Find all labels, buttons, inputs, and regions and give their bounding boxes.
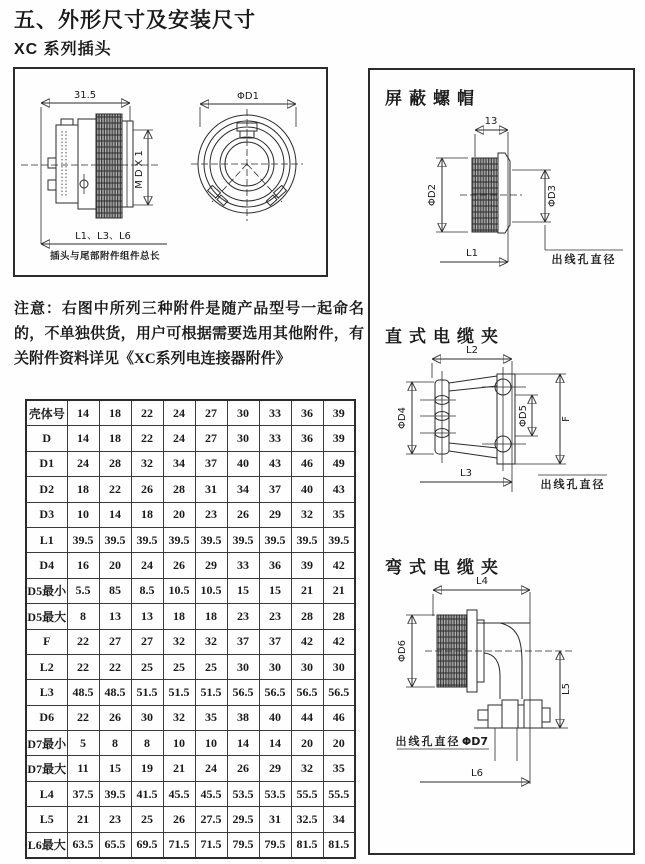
value-cell: 39.5 [291, 527, 323, 552]
straight-clamp-title: 直式电缆夹 [385, 327, 505, 346]
row-label-cell: D7最大 [26, 756, 67, 781]
value-cell: 85 [99, 578, 131, 603]
value-cell: 10 [163, 731, 195, 756]
table-row [26, 629, 355, 654]
straight-clamp-drawing [370, 347, 633, 547]
value-cell: 22 [67, 629, 99, 654]
value-cell: 42 [291, 629, 323, 654]
row-label-cell: L1 [26, 527, 67, 552]
value-cell: 40 [291, 477, 323, 502]
value-cell: 26 [227, 502, 259, 527]
plug-drawing-panel [13, 67, 328, 277]
value-cell: 27 [99, 629, 131, 654]
value-cell: 8.5 [131, 578, 163, 603]
value-cell: 29.5 [227, 807, 259, 832]
value-cell: 21 [291, 578, 323, 603]
value-cell: 56.5 [227, 680, 259, 705]
value-cell: 22 [67, 654, 99, 679]
shield-nut-drawing [370, 110, 633, 306]
dim-l3-label: L3 [460, 468, 472, 479]
value-cell: 32 [163, 629, 195, 654]
value-cell: 14 [67, 400, 99, 426]
value-cell: 20 [163, 502, 195, 527]
value-cell: 53.5 [227, 781, 259, 806]
value-cell: 81.5 [323, 832, 355, 858]
value-cell: 18 [131, 502, 163, 527]
dim-d7-label: ΦD7 [461, 735, 489, 748]
value-cell: 8 [131, 731, 163, 756]
table-row [26, 527, 355, 552]
table-row [26, 578, 355, 603]
value-cell: 28 [323, 604, 355, 629]
value-cell: 39 [291, 553, 323, 578]
value-cell: 27 [195, 426, 227, 451]
value-cell: 33 [259, 426, 291, 451]
value-cell: 14 [99, 502, 131, 527]
dim-l5-label: L5 [561, 683, 572, 695]
value-cell: 26 [163, 807, 195, 832]
value-cell: 25 [195, 654, 227, 679]
value-cell: 39.5 [195, 527, 227, 552]
value-cell: 14 [259, 731, 291, 756]
value-cell: 40 [227, 451, 259, 476]
straight-clamp-outlet-label: 出线孔直径 [540, 478, 606, 491]
dim-l6-label: L6 [471, 768, 483, 779]
note-text: 注意：右图中所列三种附件是随产品型号一起命名的，不单独供货，用户可根据需要选用其他附件，有关附件资料详见《XC系列电连接器附件》 [14, 301, 364, 367]
value-cell: 21 [163, 756, 195, 781]
table-row [26, 654, 355, 679]
value-cell: 55.5 [323, 781, 355, 806]
value-cell: 39.5 [67, 527, 99, 552]
dim-l4-label: L4 [476, 576, 488, 587]
thread-label: MDX1 [134, 147, 145, 189]
value-cell: 27 [195, 400, 227, 426]
value-cell: 22 [67, 705, 99, 730]
value-cell: 39.5 [323, 527, 355, 552]
row-label-cell: L6最大 [26, 832, 67, 858]
value-cell: 28 [99, 451, 131, 476]
value-cell: 31 [259, 807, 291, 832]
value-cell: 32 [291, 756, 323, 781]
dim-d1-label: ΦD1 [237, 91, 259, 102]
row-label-cell: D [26, 426, 67, 451]
value-cell: 39 [323, 426, 355, 451]
table-row [26, 426, 355, 451]
value-cell: 48.5 [67, 680, 99, 705]
value-cell: 10 [67, 502, 99, 527]
value-cell: 51.5 [131, 680, 163, 705]
value-cell: 22 [131, 426, 163, 451]
value-cell: 81.5 [291, 832, 323, 858]
value-cell: 30 [227, 654, 259, 679]
table-row [26, 477, 355, 502]
value-cell: 18 [195, 604, 227, 629]
value-cell: 30 [131, 705, 163, 730]
value-cell: 37 [195, 451, 227, 476]
value-cell: 24 [131, 553, 163, 578]
value-cell: 39.5 [163, 527, 195, 552]
value-cell: 30 [291, 654, 323, 679]
table-row [26, 502, 355, 527]
value-cell: 63.5 [67, 832, 99, 858]
value-cell: 32 [163, 705, 195, 730]
row-label-cell: L4 [26, 781, 67, 806]
value-cell: 15 [259, 578, 291, 603]
value-cell: 18 [163, 604, 195, 629]
row-label-cell: D2 [26, 477, 67, 502]
bent-clamp-outlet-label: 出线孔直径 [395, 735, 461, 748]
value-cell: 35 [323, 756, 355, 781]
table-row [26, 451, 355, 476]
table-row [26, 553, 355, 578]
row-label-cell: D1 [26, 451, 67, 476]
value-cell: 10.5 [195, 578, 227, 603]
value-cell: 26 [131, 477, 163, 502]
value-cell: 39.5 [99, 527, 131, 552]
value-cell: 11 [67, 756, 99, 781]
table-row [26, 807, 355, 832]
bent-clamp-title: 弯式电缆夹 [385, 558, 505, 577]
row-label-cell: D5最大 [26, 604, 67, 629]
value-cell: 23 [259, 604, 291, 629]
value-cell: 35 [195, 705, 227, 730]
value-cell: 46 [291, 451, 323, 476]
value-cell: 32 [291, 502, 323, 527]
value-cell: 42 [323, 553, 355, 578]
value-cell: 69.5 [131, 832, 163, 858]
value-cell: 5.5 [67, 578, 99, 603]
value-cell: 53.5 [259, 781, 291, 806]
value-cell: 27.5 [195, 807, 227, 832]
table-row [26, 705, 355, 730]
dim-d4-label: ΦD4 [397, 407, 408, 429]
value-cell: 45.5 [163, 781, 195, 806]
value-cell: 20 [323, 731, 355, 756]
value-cell: 24 [67, 451, 99, 476]
value-cell: 18 [99, 400, 131, 426]
value-cell: 10 [195, 731, 227, 756]
dim-d5-label: ΦD5 [518, 405, 529, 427]
value-cell: 18 [67, 477, 99, 502]
row-label-cell: D6 [26, 705, 67, 730]
value-cell: 49 [323, 451, 355, 476]
value-cell: 48.5 [99, 680, 131, 705]
value-cell: 56.5 [323, 680, 355, 705]
value-cell: 22 [131, 400, 163, 426]
value-cell: 33 [259, 400, 291, 426]
value-cell: 27 [131, 629, 163, 654]
value-cell: 28 [291, 604, 323, 629]
value-cell: 55.5 [291, 781, 323, 806]
value-cell: 21 [323, 578, 355, 603]
value-cell: 5 [67, 731, 99, 756]
value-cell: 71.5 [195, 832, 227, 858]
row-label-cell: L2 [26, 654, 67, 679]
value-cell: 28 [163, 477, 195, 502]
value-cell: 14 [67, 426, 99, 451]
value-cell: 56.5 [291, 680, 323, 705]
value-cell: 30 [227, 426, 259, 451]
value-cell: 40 [259, 705, 291, 730]
table-row [26, 832, 355, 858]
value-cell: 32 [131, 451, 163, 476]
dimension-table-body [26, 400, 355, 858]
value-cell: 23 [99, 807, 131, 832]
bent-clamp-drawing [370, 577, 633, 851]
value-cell: 25 [131, 807, 163, 832]
plug-side-view [21, 90, 167, 262]
shield-nut-outlet-label: 出线孔直径 [551, 253, 617, 266]
value-cell: 71.5 [163, 832, 195, 858]
table-row [26, 604, 355, 629]
value-cell: 20 [291, 731, 323, 756]
value-cell: 16 [67, 553, 99, 578]
row-label-cell: D4 [26, 553, 67, 578]
dim-l2-label: L2 [466, 345, 478, 356]
total-length-dims-label: L1、L3、L6 [75, 231, 131, 242]
value-cell: 32.5 [291, 807, 323, 832]
shield-nut-title: 屏蔽螺帽 [385, 89, 481, 108]
value-cell: 79.5 [227, 832, 259, 858]
value-cell: 26 [227, 756, 259, 781]
accessories-panel [368, 68, 635, 855]
value-cell: 23 [195, 502, 227, 527]
value-cell: 37 [259, 477, 291, 502]
value-cell: 24 [163, 426, 195, 451]
value-cell: 29 [259, 502, 291, 527]
value-cell: 13 [99, 604, 131, 629]
row-label-cell: L5 [26, 807, 67, 832]
table-row [26, 731, 355, 756]
value-cell: 43 [259, 451, 291, 476]
value-cell: 22 [99, 654, 131, 679]
value-cell: 26 [163, 553, 195, 578]
value-cell: 20 [99, 553, 131, 578]
value-cell: 37 [259, 629, 291, 654]
value-cell: 30 [227, 400, 259, 426]
table-row [26, 781, 355, 806]
dim-d2-label: ΦD2 [427, 184, 438, 206]
value-cell: 39.5 [259, 527, 291, 552]
dim-d6-label: ΦD6 [397, 640, 408, 662]
value-cell: 37 [227, 629, 259, 654]
value-cell: 36 [259, 553, 291, 578]
value-cell: 15 [99, 756, 131, 781]
dim-l1-label: L1 [466, 248, 478, 259]
plug-front-view [191, 91, 303, 221]
value-cell: 51.5 [195, 680, 227, 705]
value-cell: 39.5 [99, 781, 131, 806]
value-cell: 29 [259, 756, 291, 781]
value-cell: 14 [227, 731, 259, 756]
dimension-table [25, 399, 356, 859]
value-cell: 31 [195, 477, 227, 502]
value-cell: 56.5 [259, 680, 291, 705]
dim-31-5-label: 31.5 [73, 90, 97, 101]
value-cell: 39 [323, 400, 355, 426]
value-cell: 8 [99, 731, 131, 756]
value-cell: 30 [259, 654, 291, 679]
dim-13-label: 13 [484, 116, 498, 127]
value-cell: 39.5 [131, 527, 163, 552]
value-cell: 39.5 [227, 527, 259, 552]
value-cell: 51.5 [163, 680, 195, 705]
value-cell: 36 [291, 426, 323, 451]
value-cell: 45.5 [195, 781, 227, 806]
value-cell: 34 [323, 807, 355, 832]
value-cell: 15 [227, 578, 259, 603]
value-cell: 44 [291, 705, 323, 730]
row-label-cell: F [26, 629, 67, 654]
plug-drawing [15, 69, 326, 275]
table-header-row [26, 400, 355, 426]
dim-f-label: F [561, 416, 572, 422]
table-row [26, 680, 355, 705]
value-cell: 36 [291, 400, 323, 426]
row-label-cell: D7最小 [26, 731, 67, 756]
value-cell: 24 [195, 756, 227, 781]
value-cell: 30 [323, 654, 355, 679]
value-cell: 42 [323, 629, 355, 654]
value-cell: 29 [195, 553, 227, 578]
table-row [26, 756, 355, 781]
row-label-cell: 壳体号 [26, 400, 67, 426]
value-cell: 21 [67, 807, 99, 832]
value-cell: 26 [99, 705, 131, 730]
row-label-cell: D5最小 [26, 578, 67, 603]
value-cell: 19 [131, 756, 163, 781]
value-cell: 43 [323, 477, 355, 502]
value-cell: 8 [67, 604, 99, 629]
value-cell: 25 [131, 654, 163, 679]
value-cell: 18 [99, 426, 131, 451]
value-cell: 34 [163, 451, 195, 476]
value-cell: 38 [227, 705, 259, 730]
value-cell: 34 [227, 477, 259, 502]
value-cell: 35 [323, 502, 355, 527]
value-cell: 65.5 [99, 832, 131, 858]
dim-d3-label: ΦD3 [547, 185, 558, 207]
row-label-cell: L3 [26, 680, 67, 705]
value-cell: 37.5 [67, 781, 99, 806]
value-cell: 23 [227, 604, 259, 629]
total-length-caption: 插头与尾部附件组件总长 [49, 251, 161, 262]
value-cell: 79.5 [259, 832, 291, 858]
value-cell: 41.5 [131, 781, 163, 806]
value-cell: 46 [323, 705, 355, 730]
value-cell: 13 [131, 604, 163, 629]
value-cell: 32 [195, 629, 227, 654]
value-cell: 24 [163, 400, 195, 426]
value-cell: 25 [163, 654, 195, 679]
page-title: 五、外形尺寸及安装尺寸 [14, 9, 256, 32]
value-cell: 22 [99, 477, 131, 502]
row-label-cell: D3 [26, 502, 67, 527]
value-cell: 33 [227, 553, 259, 578]
page-subtitle: XC 系列插头 [14, 41, 112, 58]
value-cell: 10.5 [163, 578, 195, 603]
